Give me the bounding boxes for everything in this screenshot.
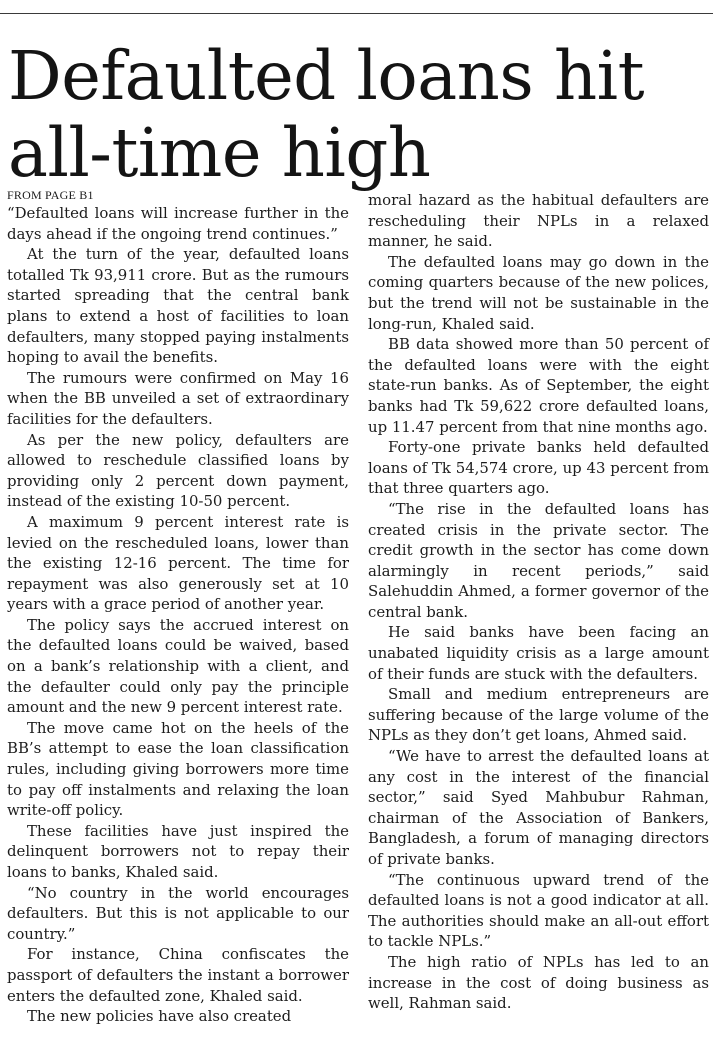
paragraph: BB data showed more than 50 percent of the defaulted loans were with the eight state-run banks. As of September, the eight banks had Tk 59,622 crore defaulted loans, up 11.47 percent from that nine months ago. [368,335,709,436]
paragraph: The high ratio of NPLs has led to an increase in the cost of doing business as well, Rahman said. [368,952,709,1013]
paragraph: He said banks have been facing an unabated liquidity crisis as a large amount of their funds are stuck with the defaulters. [368,623,709,683]
continuation-kicker: FROM PAGE B1 [7,188,94,202]
paragraph: As per the new policy, defaulters are allowed to reschedule classified loans by providing only 2 percent down payment, instead of the existing 10-50 percent. [7,430,349,511]
paragraph: For instance, China confiscates the passport of defaulters the instant a borrower enters the defaulted zone, Khaled said. [7,945,349,1005]
paragraph: “We have to arrest the defaulted loans at any cost in the interest of the financial sector,” said Syed Mahbubur Rahman, chairman of the Association of Bankers, Bangladesh, a forum of managing directors of private banks. [368,747,709,868]
article-column-left [7,187,349,1027]
paragraph: These facilities have just inspired the delinquent borrowers not to repay their loans to banks, Khaled said. [7,821,349,881]
paragraph: The rumours were confirmed on May 16 when the BB unveiled a set of extraordinary facilities for the defaulters. [7,368,349,428]
paragraph: “Defaulted loans will increase further in the days ahead if the ongoing trend continues.” [7,204,349,243]
paragraph: Small and medium entrepreneurs are suffering because of the large volume of the NPLs as they don’t get loans, Ahmed said. [368,685,709,745]
top-rule [0,13,713,14]
paragraph: moral hazard as the habitual defaulters are rescheduling their NPLs in a relaxed manner, he said. [368,191,709,251]
paragraph: The move came hot on the heels of the BB’s attempt to ease the loan classification rules, including giving borrowers more time to pay off instalments and relaxing the loan write-off policy. [7,718,349,820]
paragraph: At the turn of the year, defaulted loans totalled Tk 93,911 crore. But as the rumours started spreading that the central bank plans to extend a host of facilities to loan defaulters, many stopped paying instalments hoping to avail the benefits. [7,245,349,367]
paragraph: “The continuous upward trend of the defaulted loans is not a good indicator at all. The authorities should make an all-out effort to tackle NPLs.” [368,870,709,951]
article-column-right [368,190,709,1014]
paragraph: A maximum 9 percent interest rate is levied on the rescheduled loans, lower than the existing 12-16 percent. The time for repayment was also generously set at 10 years with a grace period of another year. [7,512,349,614]
headline: Defaulted loans hit all-time high [8,37,644,192]
paragraph: The new policies have also created [27,1007,292,1026]
paragraph: Forty-one private banks held defaulted loans of Tk 54,574 crore, up 43 percent from that three quarters ago. [368,438,709,498]
paragraph: “The rise in the defaulted loans has created crisis in the private sector. The credit growth in the sector has come down alarmingly in recent periods,” said Salehuddin Ahmed, a former governor of the central bank. [368,499,709,621]
paragraph: “No country in the world encourages defaulters. But this is not applicable to our country.” [7,883,349,943]
paragraph: The policy says the accrued interest on the defaulted loans could be waived, based on a bank’s relationship with a client, and the defaulter could only pay the principle amount and the new 9 percent interest rate. [7,615,349,717]
paragraph: The defaulted loans may go down in the coming quarters because of the new polices, but the trend will not be sustainable in the long-run, Khaled said. [368,252,709,333]
